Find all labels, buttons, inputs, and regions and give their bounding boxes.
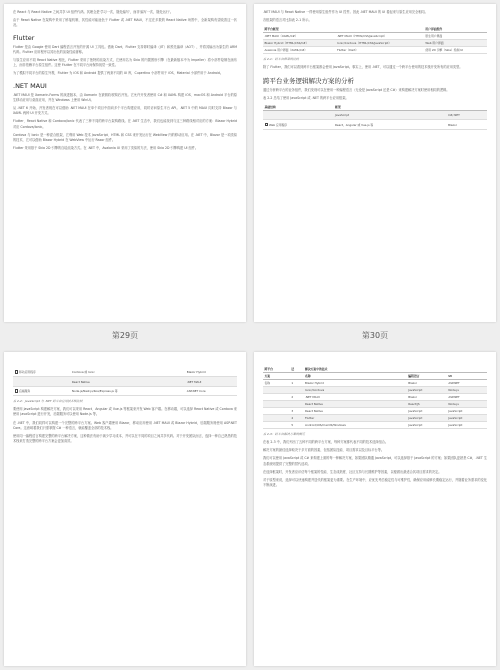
- overview-table: [263, 366, 487, 429]
- table-cell: 5: [290, 422, 304, 429]
- table-header: 基础结构: [263, 104, 334, 111]
- paragraph: .NET MAUI 是 Xamarin.Forms 的演进版本，由 Xamarin 在被微软收购后开发。它允许开发者使用 C# 和 XAML 构建 iOS、macOS 和 Android 平台的原生移动应用与桌面应用，并在 Windows 上使用 WinUI。: [13, 92, 237, 102]
- table-cell: [263, 415, 290, 422]
- table-row: [263, 120, 487, 129]
- table-cell: 使用 2D 引擎（Skia）绘制 UI: [424, 47, 487, 54]
- table-cell: Cordova 或 Ionic: [70, 368, 185, 377]
- paragraph: Cordova 与 Ionic 是一种混合框架，它利用 Web 技术 JavaScript、HTML 和 CSS 来开发运行在 WebView 内的移动应用。在 .NET 中，Blazor 是一项类似的技术，它可以借助 Blazor Hybrid 在 WebView 中运行 Razor 组件。: [13, 132, 237, 143]
- table-header: UI: [447, 373, 487, 380]
- table-cell: C#/.NET: [447, 111, 487, 120]
- paragraph: 为了模拟不同平台的原生外观，Flutter 为 iOS 和 Android 提供了两套不同的 UI 库，Cupertino 小部件用于 iOS，Material 小部件用于 Android。: [13, 71, 224, 76]
- page-number-label: 第30页: [361, 331, 389, 340]
- table-header: 用户界面组件: [424, 26, 487, 33]
- page-31: [4, 352, 246, 666]
- table-cell: Node.js: [447, 387, 487, 394]
- table-cell: Blazor: [447, 120, 487, 129]
- page-32: [254, 352, 496, 666]
- web-app-label: Web 应用程序: [269, 122, 288, 127]
- table-cell: Node.js/Nest.js/Koa/Express.js 等: [70, 386, 185, 395]
- table-cell: JavaScript: [447, 408, 487, 415]
- table-cell: Blazor Hybrid: [185, 368, 237, 377]
- table-cell: [13, 377, 70, 386]
- table-cell: JavaScript: [334, 111, 447, 120]
- paragraph: 由于 React Native 在架构中采用了桥接机制，其性能可能逊色于 Flutter 或 .NET MAUI，不过在多数的 React Native 场景中，全新架构有望改善这一状况。: [13, 18, 237, 28]
- table-cell: React、Angular 或 Vue.js 等: [334, 120, 447, 129]
- table-header-row: [263, 373, 487, 380]
- table-header: [290, 373, 304, 380]
- table-cell: .NET MAUI: [185, 377, 237, 386]
- table-cell: JavaScript: [407, 415, 447, 422]
- web-app-icon: [265, 123, 269, 127]
- table-cell: [263, 387, 290, 394]
- table-cell: 3: [290, 408, 304, 415]
- table-cell: [263, 401, 290, 408]
- stack-table: [13, 368, 237, 396]
- table-cell: [263, 120, 334, 129]
- table-cell: .NET MAUI（HTML/CSS/JavaScript）: [336, 33, 424, 40]
- side-label: 名称: [263, 380, 290, 387]
- table-cell: [263, 408, 290, 415]
- section-heading-flutter: Flutter: [13, 33, 35, 42]
- table-row: [263, 387, 487, 394]
- table-caption: 表 2-3：跨平台解决方案的概览: [263, 432, 305, 436]
- table-cell: [13, 386, 70, 395]
- table-cell: JavaScript: [407, 422, 447, 429]
- table-header: 名称: [304, 373, 407, 380]
- paragraph: 在 .NET 中，我们同样可以构建一个完整的跨平台方案。Web 客户端使用 Blazor，移动应用使用 .NET MAUI 或 Blazor Hybrid，后端服务则使用 ASP.NET Core。这意味着我们只需掌握 C# 一种语言，就能覆盖全部的技术栈。: [13, 420, 237, 430]
- backend-service-icon: [15, 389, 19, 393]
- paragraph: 在表 2-3 中，我们列出了五种不同的跨平台方案，每种方案都代表不同的技术选择组合。: [263, 440, 389, 444]
- table-cell: 1: [290, 380, 304, 387]
- table-row: [263, 47, 487, 54]
- section-heading-strategy: 跨平台业务逻辑解决方案的分析: [263, 76, 354, 85]
- table-cell: Blazor Hybrid（HTML/CSS/C#）: [263, 40, 336, 47]
- table-header: 解决方案中的技术: [304, 366, 487, 373]
- table-cell: ASP.NET Core: [185, 386, 237, 395]
- table-row: [263, 380, 487, 387]
- table-cell: [13, 368, 70, 377]
- table-cell: [290, 387, 304, 394]
- table-cell: ASP.NET: [447, 394, 487, 401]
- table-header: 框架: [334, 104, 447, 111]
- paragraph: 通过分析跨平台的业务组件，我们发现可以在使用一种编程语言（无论是 JavaScript 还是 C#）来构建解决方案时使用相同的逻辑。: [263, 87, 450, 92]
- table-cell: Ionic/Cordova: [304, 387, 407, 394]
- page-29: [4, 4, 246, 322]
- language-table: [263, 104, 487, 130]
- paragraph: 对于原型来说，选择可以快速构建并迭代的框架更为重要。在生产环境中，应优先考虑稳定性与可维护性，确保应用能够长期稳定运行，并随着业务需求的变化不断演进。: [263, 478, 487, 488]
- table-cell: Blazor Hybrid: [304, 380, 407, 387]
- table-cell: JavaScript: [407, 387, 447, 394]
- table-cell: JavaScript: [407, 408, 447, 415]
- paragraph: 我们可以使用 JavaScript 或 C# 来构建上面的每一种解决方案，如果团队精通 JavaScript，可以选择基于 JavaScript 的方案；如果团队更熟悉 C#，.NET 生态系统则提供了完整的替代选项。: [263, 456, 488, 466]
- table-cell: ASP.NET: [447, 380, 487, 387]
- table-row: [263, 415, 487, 422]
- table-cell: [263, 422, 290, 429]
- paragraph: 在 React 与 React Native 之间共享 UI 组件代码。其理念是'学习一次，随处编写'，而非'编写一次，随处运行'。: [13, 10, 174, 14]
- paragraph: 在选择框架时，开发者应评估每个框架的性能、生态成熟度、社区支持与长期维护等因素，以便做出最适合其项目需求的决定。: [263, 469, 442, 474]
- table-row: [13, 377, 237, 386]
- page-number-label: 第29页: [111, 331, 139, 340]
- side-label: 方案: [263, 373, 290, 380]
- table-cell: React Native: [70, 377, 185, 386]
- table-cell: React/JS: [407, 401, 447, 408]
- table-cell: Web 用户界面: [424, 40, 487, 47]
- table-cell: .NET MAUI: [304, 394, 407, 401]
- table-caption: 表 2-2：JavaScript 与 .NET 跨平台应用技术栈比较: [13, 399, 83, 404]
- table-caption: 表 2-1：跨平台框架的比较: [263, 57, 299, 62]
- table-row: [263, 40, 487, 47]
- table-header: 层: [290, 366, 304, 373]
- table-cell: 原生用户界面: [424, 33, 487, 40]
- table-cell: [263, 394, 290, 401]
- table-cell: React Native: [304, 408, 407, 415]
- table-cell: [290, 401, 304, 408]
- side-label: 跨平台: [263, 366, 290, 373]
- table-header: 编程语言: [407, 373, 447, 380]
- paragraph: 要使用 JavaScript 构建解决方案，我们可以采用 React、Angular 或 Vue.js 等框架来开发 Web 客户端。在移动端，可以选择 React Native 或 Cordova 来使用 JavaScript 进行开发，后端服务可以使用 Node.js 等。: [13, 407, 237, 417]
- table-cell-text: 后端服务: [19, 388, 31, 393]
- table-row: [263, 33, 487, 40]
- comparison-table: [263, 26, 487, 54]
- table-cell: Flutter: [304, 415, 407, 422]
- paragraph: 表 2-2 总结了使用 JavaScript 或 .NET 的跨平台应用框架。: [263, 95, 349, 100]
- paragraph: Flutter 采用基于 Skia 2D 引擎的自绘渲染方式。在 .NET 中，Avalonia UI 采用了类似的方法，使用 Skia 2D 引擎构建 UI 组件。: [13, 146, 199, 151]
- paragraph: 各框架的语言对比如表 2-1 所示。: [263, 18, 312, 23]
- table-cell: [263, 111, 334, 120]
- table-cell-text: 移动应用程序: [19, 370, 36, 375]
- section-heading-maui: .NET MAUI: [13, 81, 47, 90]
- table-cell: 4: [290, 415, 304, 422]
- table-row: [263, 394, 487, 401]
- table-cell: Flutter（Dart）: [336, 47, 424, 54]
- mobile-app-icon: [15, 370, 19, 374]
- table-row: [263, 422, 487, 429]
- table-row: [13, 368, 237, 377]
- table-row: [263, 111, 487, 120]
- page-30: [254, 4, 496, 322]
- table-cell: JavaScript: [447, 415, 487, 422]
- table-row: [263, 408, 487, 415]
- table-cell: Blazor: [407, 394, 447, 401]
- table-row: [263, 401, 487, 408]
- table-cell: Ionic/Cordova（HTML/CSS/JavaScript）: [336, 40, 424, 47]
- paragraph: Flutter、React Native 和 Cordova/Ionic 代表了三种不同的跨平台架构路线。在 .NET 生态中，我们也能找到与这三种路线相对应的方案：Blazor Hybrid 对应 Cordova/Ionic。: [13, 119, 237, 129]
- table-cell: JavaScript: [447, 422, 487, 429]
- paragraph: 使用同一编程语言构建完整的跨平台解决方案，这种做法有助于减少学习成本，并可以在不同的项目之间共享代码。对于开发团队而言，选择一种自己熟悉的技术栈来打造完整的跨平台方案会更加高效。: [13, 433, 237, 444]
- table-header: 跨平台框架: [263, 26, 336, 33]
- table-cell: Blazor: [407, 380, 447, 387]
- table-cell: Avalonia 用户界面（XAML/C#）: [263, 47, 336, 54]
- paragraph: .NET MAUI 与 React Native 一样使用原生组件作为 UI 控件。因此 .NET MAUI 的 UI 看起来与原生应用完全相同。: [263, 10, 428, 14]
- paragraph: 除了 Flutter，我们可以看到跨平台框架都会使用 JavaScript。事实上，使用 .NET，可以通过一个跨平台使用的技术栈开发所有的应用类型。: [263, 65, 463, 70]
- table-cell: .NET MAUI（XAML/C#）: [263, 33, 336, 40]
- table-cell: Node.js: [447, 401, 487, 408]
- paragraph: 从 .NET 6 开始，开发者现在可以借助 .NET MAUI 在单个项目中面向多个平台构建应用，同时访问原生平台 API。.NET 5 中的 MAUI 同时支持 Blazor 与 XAML 两种 UI 开发方式。: [13, 106, 237, 116]
- table-cell: React Native: [304, 401, 407, 408]
- paragraph: 解决方案的最佳选择取决于多方面的因素，包括团队技能、项目需求以及目标平台等。: [263, 448, 385, 453]
- paragraph: Flutter 是由 Google 使用 Dart 编程语言开发的开源 UI 工具包。借助 Dart，Flutter 支持即时编译（JIT）和预先编译（AOT），并将其输出为原生的 ARM 代码。Flutter 应用程序以其出色的渲染性能著称。: [13, 44, 237, 54]
- table-cell: Android/iOS/macOS/Windows: [304, 422, 407, 429]
- paragraph: 与原生应用不同 React Native 相比，Flutter 采用了独特的渲染方式，它使用名为 Skia 的内置图形引擎（在最新版本中为 Impeller）将小部件绘制在画布上，而非依赖平台原生组件。这使 Flutter 在不同平台间保持视觉一致性。: [13, 58, 237, 68]
- table-row: [13, 386, 237, 395]
- table-cell: 2: [290, 394, 304, 401]
